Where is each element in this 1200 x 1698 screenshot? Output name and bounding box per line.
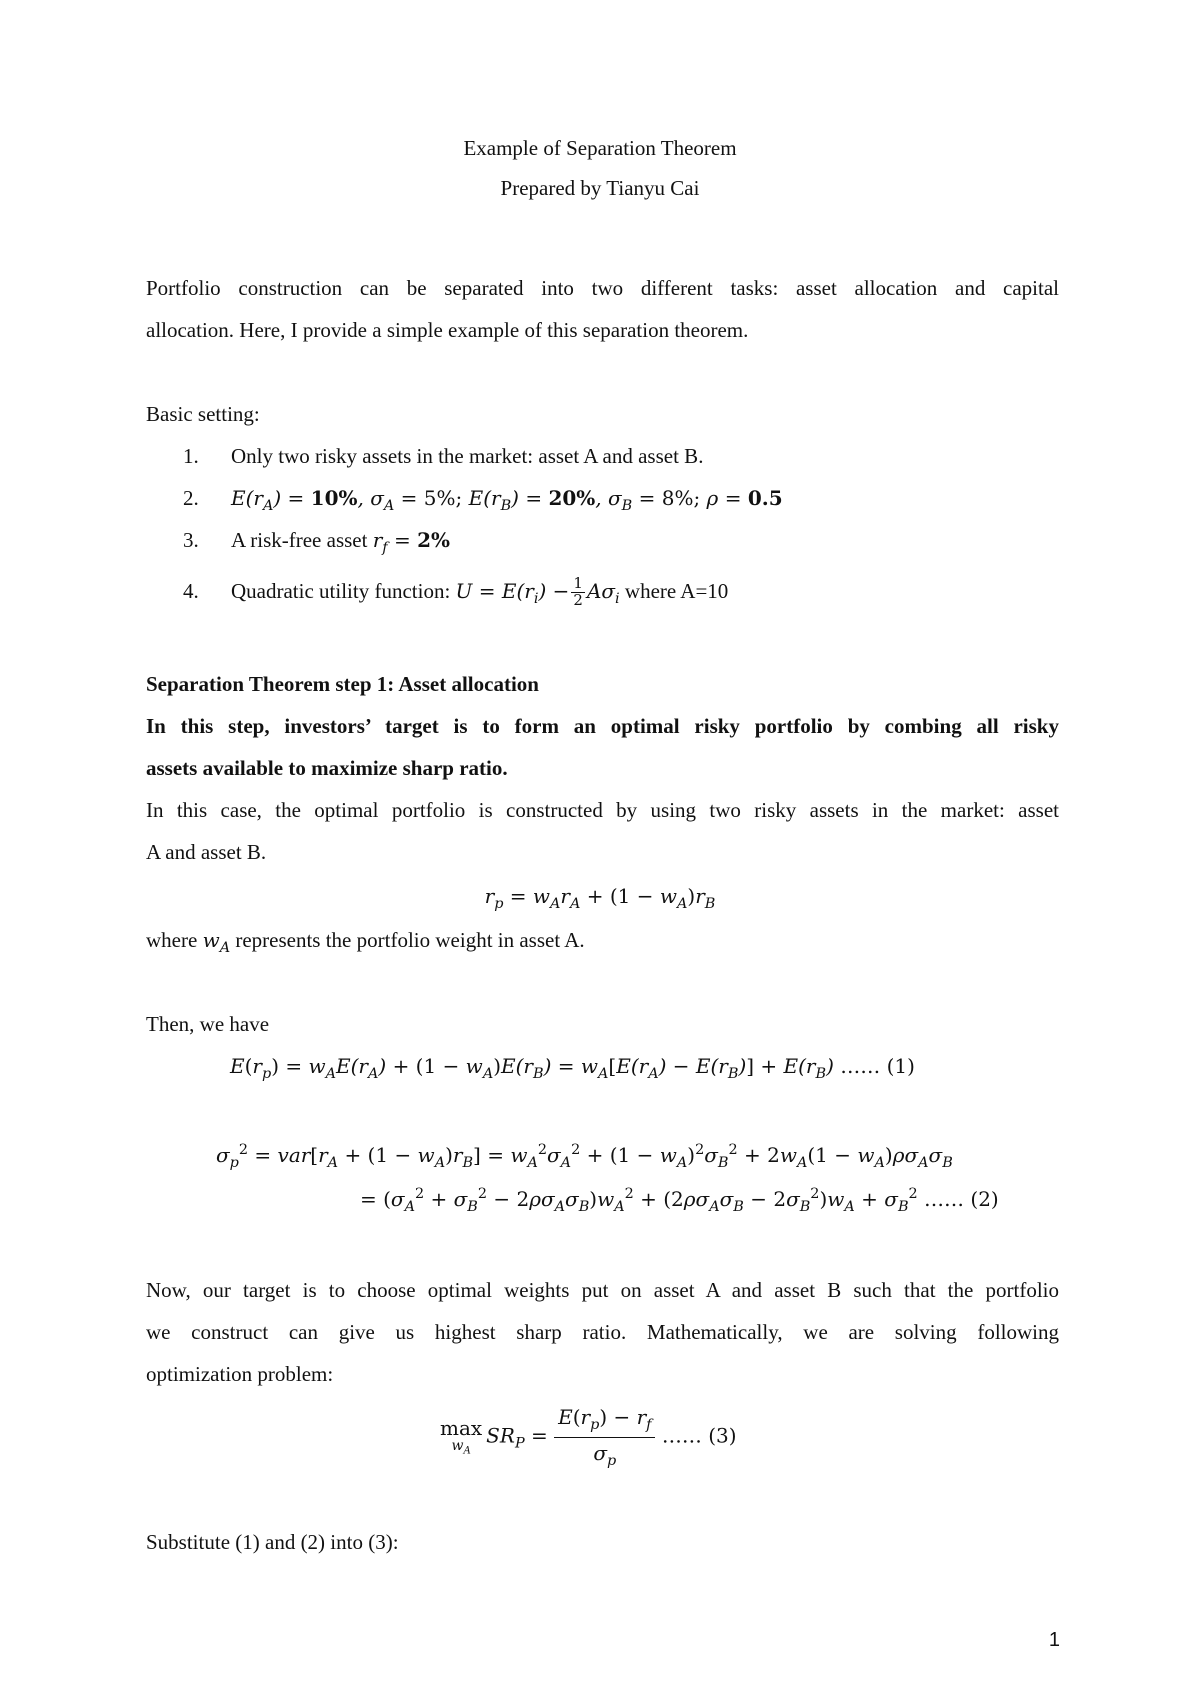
list-number: 2. <box>183 486 199 510</box>
list-item-1 <box>183 444 703 469</box>
asset-parameters-equation: $E(r_A) = 10\%$, $\sigma_A = 5\%$; $E(r_B) = 20\%$, $\sigma_B = 8\%$; ρ = 0.5 <box>231 486 783 515</box>
portfolio-return-equation: $r_p = w_Ar_A + (1 - w_A)r_B$ <box>484 884 716 913</box>
variance-equation-line-2: = $(\sigma_A^2 + \sigma_B^2 - 2\rho\sigma_A\sigma_B)w_A^2 + (2\rho\sigma_A\sigma_B - 2\sigma_B^2)w_A + \sigma_B^2$ …… (2) <box>360 1186 999 1215</box>
step1-bold-line-1: In this step, investors’ target is to form an optimal risky portfolio by combing all risky <box>146 714 1059 738</box>
page-number: 1 <box>1048 1629 1060 1651</box>
weight-definition-suffix: represents the portfolio weight in asset A. <box>230 928 585 952</box>
intro-line-2: allocation. Here, I provide a simple example of this separation theorem. <box>146 318 749 342</box>
list-text: A risk-free asset <box>231 528 373 552</box>
list-item-2 <box>183 486 783 515</box>
list-item-3 <box>183 528 450 557</box>
variance-equation-line-1: $\sigma_p^2 = var[r_A + (1 - w_A)r_B] = w_A^2\sigma_A^2 + (1 - w_A)^2\sigma_B^2 + 2w_A(1 - w_A)\rho\sigma_A\sigma_B$ <box>216 1142 953 1171</box>
intro-line-1: Portfolio construction can be separated into two different tasks: asset allocation and capital <box>146 276 1059 300</box>
weight-symbol: $w_A$ <box>202 928 231 957</box>
step1-line-2: A and asset B. <box>146 840 267 864</box>
basic-setting-heading: Basic setting: <box>146 402 260 426</box>
document-title: Example of Separation Theorem <box>463 136 737 160</box>
risk-free-rate-equation: $r_f = 2\%$ <box>372 528 450 557</box>
now-line-2: we construct can give us highest sharp ratio. Mathematically, we are solving following <box>146 1320 1059 1344</box>
expected-return-equation-1: $E(r_p) = w_AE(r_A) + (1 - w_A)E(r_B) = w_A[E(r_A) - E(r_B)] + E(r_B)$ …… (1) <box>230 1054 915 1083</box>
list-number: 1. <box>183 444 199 468</box>
now-line-3: optimization problem: <box>146 1362 334 1386</box>
step1-line-1: In this case, the optimal portfolio is constructed by using two risky assets in the market: asset <box>146 798 1059 822</box>
list-text: Quadratic utility function: <box>231 578 456 603</box>
then-we-have: Then, we have <box>146 1012 270 1036</box>
substitute-line: Substitute (1) and (2) into (3): <box>146 1530 399 1554</box>
list-number: 4. <box>183 578 199 603</box>
list-text-tail: where A=10 <box>619 578 729 603</box>
utility-function-equation: $U = E(r_i)$ − $\frac{1}{2}$ $A\sigma_i$ <box>455 574 620 609</box>
step1-bold-line-2: assets available to maximize sharp ratio. <box>146 756 508 780</box>
document-author: Prepared by Tianyu Cai <box>500 176 700 200</box>
list-item-4 <box>183 576 728 609</box>
list-text: Only two risky assets in the market: asset A and asset B. <box>231 444 704 468</box>
step1-heading: Separation Theorem step 1: Asset allocation <box>146 672 539 696</box>
weight-definition-prefix: where <box>146 928 203 952</box>
list-number: 3. <box>183 528 199 552</box>
now-line-1: Now, our target is to choose optimal weights put on asset A and asset B such that the portfolio <box>146 1278 1059 1302</box>
weight-definition-line <box>146 928 585 957</box>
sharpe-ratio-optimization-equation: max $w_A$ $SR_P$ = $\frac{E(r_p) - r_f}{\sigma_p}$ …… (3) <box>440 1402 737 1472</box>
